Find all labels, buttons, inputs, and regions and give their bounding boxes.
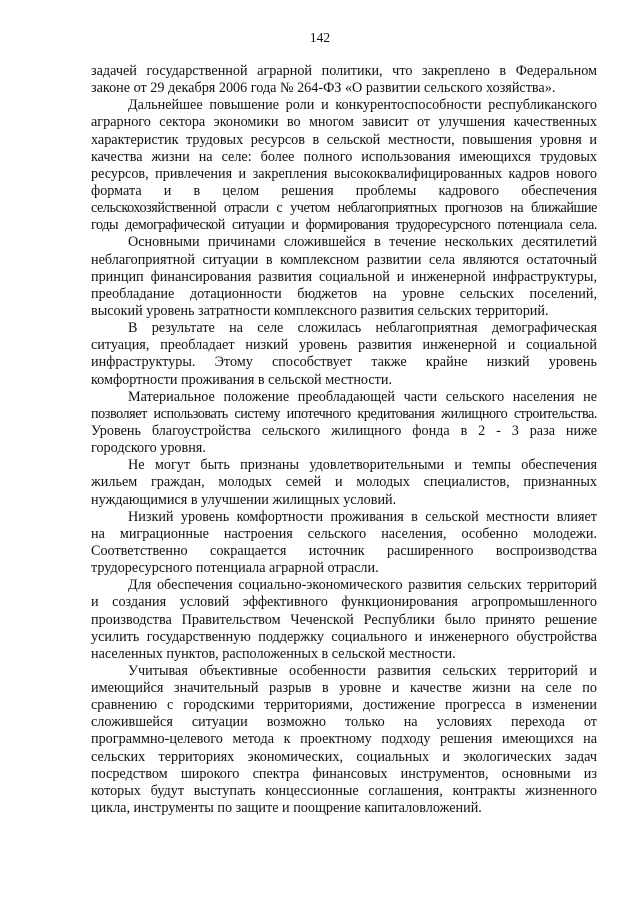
text-line: Уровень благоустройства сельского жилищного фонда в 2 - 3 раза ниже (91, 422, 597, 439)
text-line: ситуация, преобладает низкий уровень развития инженерной и социальной (91, 337, 597, 354)
text-line: сравнению с городскими территориями, достижение прогресса в изменении (91, 697, 597, 714)
text-line: инфраструктуры. Этому способствует также крайне низкий уровень (91, 354, 597, 371)
text-line: сельскохозяйственной отрасли с учетом неблагоприятных прогнозов на ближайшие (91, 200, 597, 217)
text-line: характеристик трудовых ресурсов в сельской местности, повышения уровня и (91, 131, 597, 148)
text-line: населенных пунктов, расположенных в сельской местности. (91, 645, 456, 662)
text-line: трудоресурсного потенциала аграрной отрасли. (91, 560, 379, 577)
paragraph-first-line: Дальнейшее повышение роли и конкурентоспособности республиканского (128, 97, 597, 114)
paragraph-first-line: Для обеспечения социально-экономического развития сельских территорий (128, 577, 597, 594)
text-line: посредством широкого спектра финансовых инструментов, основными из (91, 765, 597, 782)
paragraph-first-line: Учитывая объективные особенности развития сельских территорий и (128, 662, 597, 679)
text-line: законе от 29 декабря 2006 года № 264-ФЗ «О развитии сельского хозяйства». (91, 80, 556, 97)
paragraph-first-line: В результате на селе сложилась неблагоприятная демографическая (128, 320, 597, 337)
text-line: и создания условий эффективного функционирования агропромышленного (91, 594, 597, 611)
page-number: 142 (309, 30, 331, 45)
body-text (91, 63, 597, 817)
paragraph-first-line: Низкий уровень комфортности проживания в сельской местности влияет (128, 508, 597, 525)
text-line: производства Правительством Чеченской Республики было принято решение (91, 611, 597, 628)
text-line: на миграционные настроения сельского населения, особенно молодежи. (91, 525, 597, 542)
text-line: сложившейся ситуации возможно только на условиях перехода от (91, 714, 597, 731)
text-line: жильем граждан, молодых семей и молодых специалистов, признанных (91, 474, 597, 491)
text-line: сельских территориях экономических, социальных и экологических задач (91, 748, 597, 765)
text-line: ресурсов, привлечения и закрепления высококвалифицированных кадров нового (91, 165, 597, 182)
text-line: качества жизни на селе: более полного использования имеющихся трудовых (91, 148, 597, 165)
text-line: принцип финансирования развития социальной и инженерной инфраструктуры, (91, 268, 597, 285)
paragraph-first-line: Основными причинами сложившейся в течение нескольких десятилетий (128, 234, 597, 251)
text-line: высокий уровень затратности комплексного развития сельских территорий. (91, 302, 549, 319)
text-line: неблагоприятной ситуации в комплексном развитии села являются остаточный (91, 251, 597, 268)
text-line: преобладание дотационности бюджетов на уровне сельских поселений, (91, 285, 597, 302)
text-line: нуждающимися в улучшении жилищных условий. (91, 491, 397, 508)
text-line: позволяет использовать систему ипотечного кредитования жилищного строительства. (91, 405, 597, 422)
text-line: аграрного сектора экономики во многом зависит от улучшения качественных (91, 114, 597, 131)
text-line: годы демографической ситуации и формирования трудоресурсного потенциала села. (91, 217, 597, 234)
paragraph-first-line: Материальное положение преобладающей части сельского населения не (128, 388, 597, 405)
text-line: усилить государственную поддержку социального и инженерного обустройства (91, 628, 597, 645)
text-line: цикла, инструменты по защите и поощрение капиталовложений. (91, 800, 482, 817)
text-line: программно-целевого метода к проектному подходу решения имеющихся на (91, 731, 597, 748)
text-line: комфортности проживания в сельской местности. (91, 371, 392, 388)
text-line: городского уровня. (91, 440, 206, 457)
text-line: формата и в целом решения проблемы кадрового обеспечения (91, 182, 597, 199)
paragraph-first-line: Не могут быть признаны удовлетворительными и темпы обеспечения (128, 457, 597, 474)
text-line: имеющийся значительный разрыв в уровне и качестве жизни на селе по (91, 680, 597, 697)
text-line: которых будут выступать концессионные соглашения, контракты жизненного (91, 782, 597, 799)
text-line: задачей государственной аграрной политики, что закреплено в Федеральном (91, 63, 597, 79)
text-line: Соответственно сокращается источник расширенного воспроизводства (91, 542, 597, 559)
